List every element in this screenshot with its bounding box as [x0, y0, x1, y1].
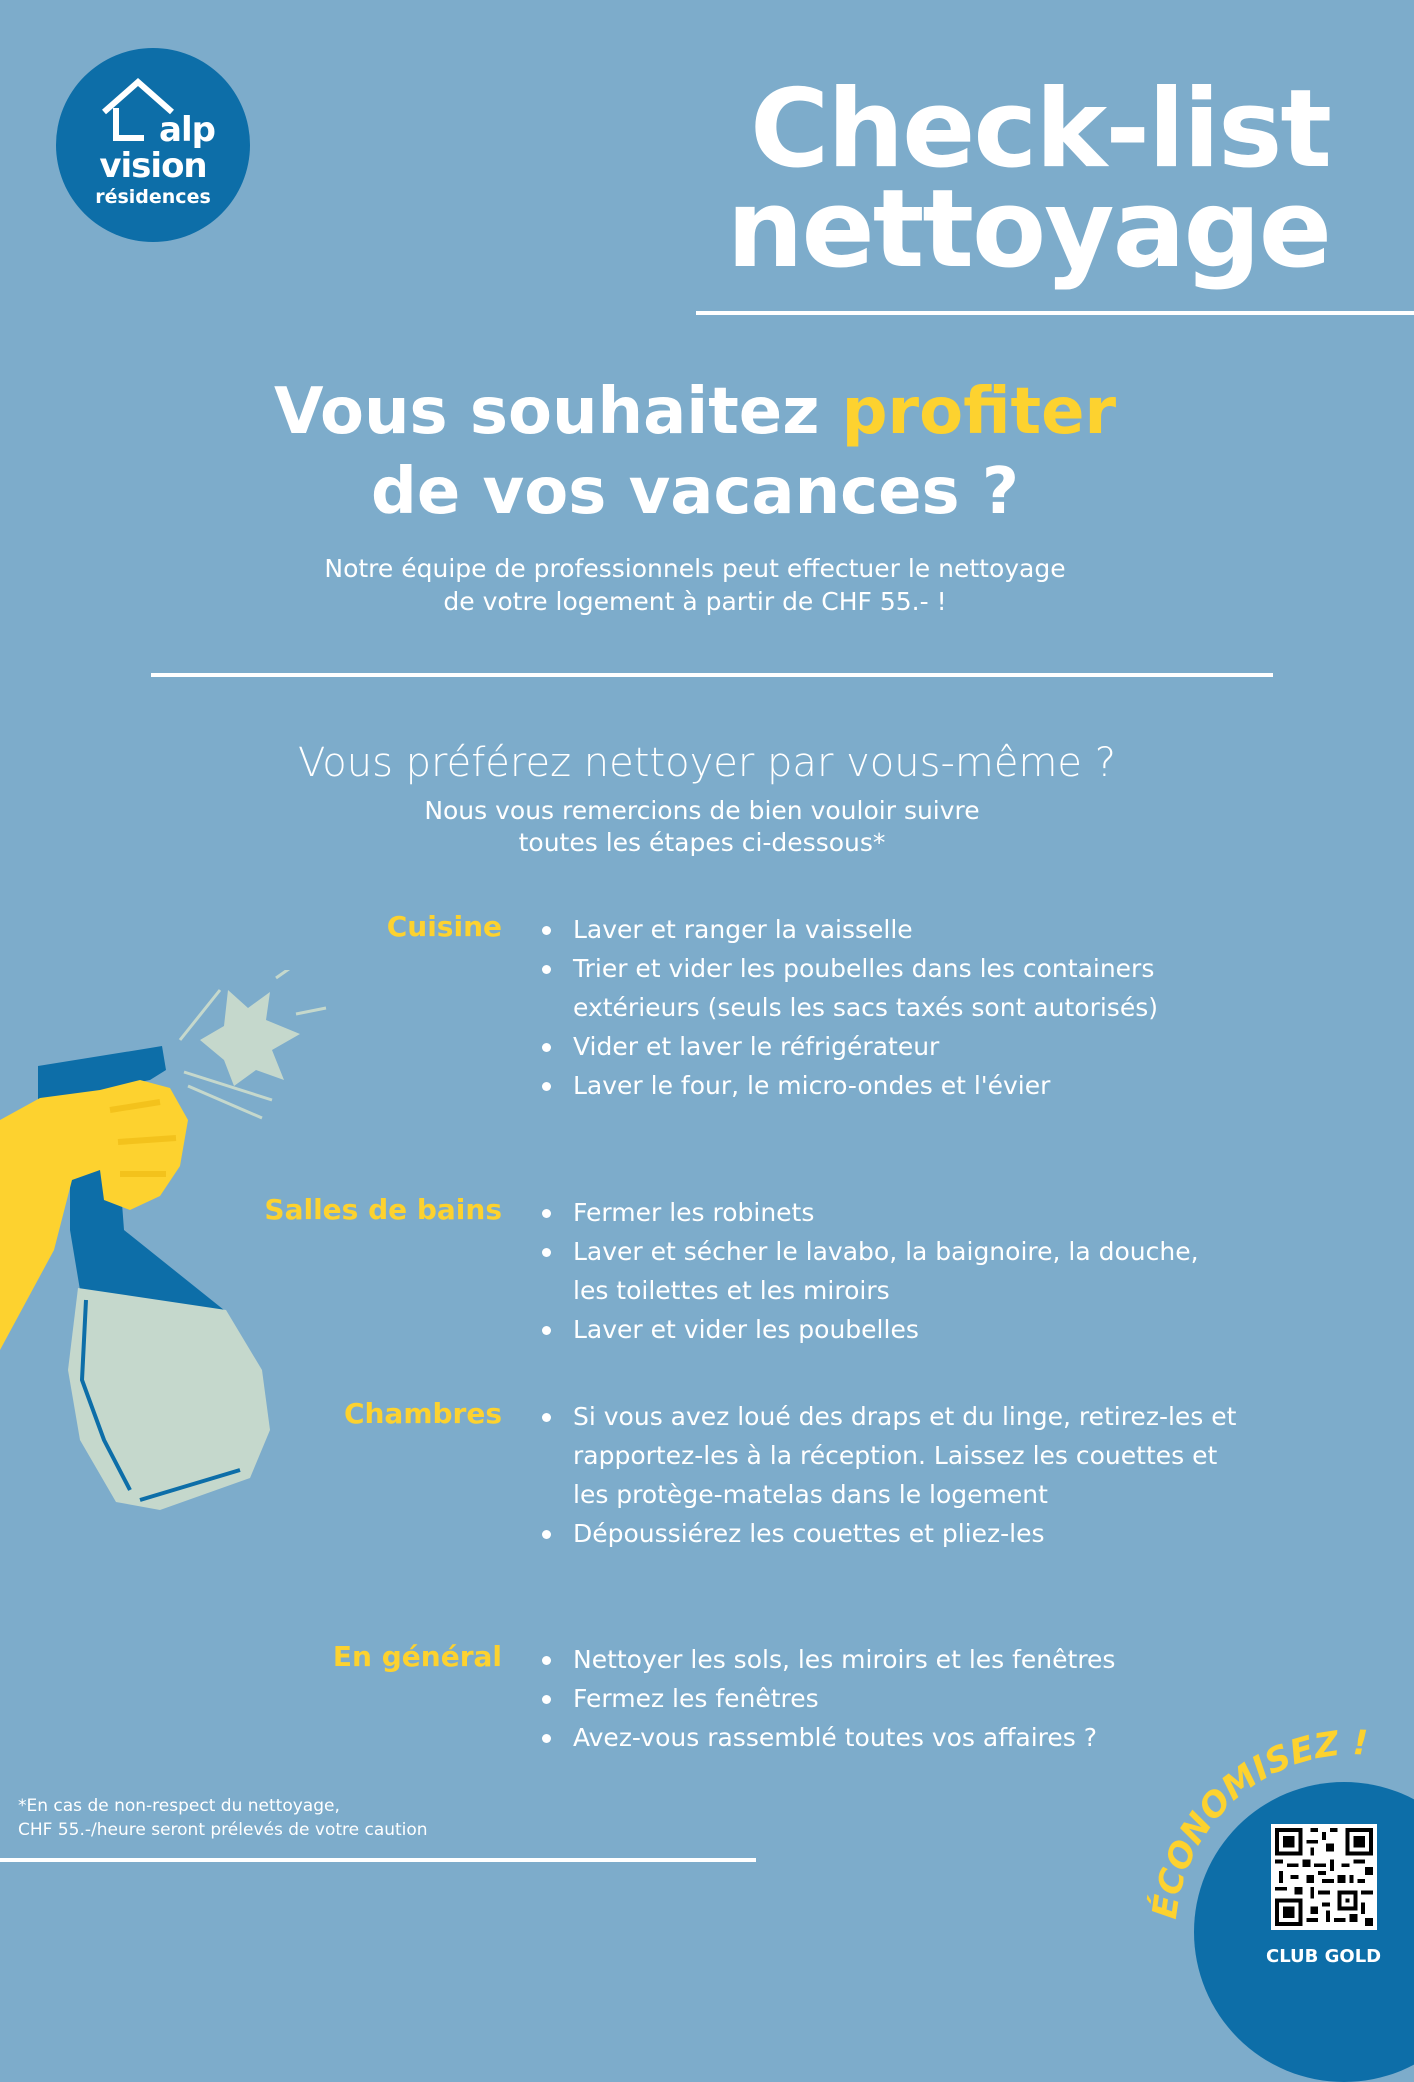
footnote	[18, 1794, 428, 1842]
checklist	[540, 910, 1240, 1105]
checklist	[540, 1397, 1250, 1553]
list-item: Trier et vider les poubelles dans les containers extérieurs (seuls les sacs taxés sont autorisés)	[540, 949, 1240, 1027]
page-title-line-1: Check-list	[749, 67, 1330, 192]
list-item: Vider et laver le réfrigérateur	[540, 1027, 1240, 1066]
list-item: Nettoyer les sols, les miroirs et les fenêtres	[540, 1640, 1240, 1679]
list-item: Dépoussiérez les couettes et pliez-les	[540, 1514, 1250, 1553]
diy-title: Vous préférez nettoyer par vous-même ?	[298, 740, 1116, 786]
headline-highlight: profiter	[841, 375, 1117, 449]
list-item: Laver et vider les poubelles	[540, 1310, 1240, 1349]
economisez-text: ÉCONOMISEZ !	[1144, 1723, 1369, 1922]
checklist	[540, 1193, 1240, 1349]
list-item: Laver le four, le micro-ondes et l'évier	[540, 1066, 1240, 1105]
section-label: Chambres	[343, 1397, 502, 1430]
page-title	[726, 67, 1330, 292]
logo-text-residences: résidences	[95, 186, 211, 208]
footnote-line-2: CHF 55.-/heure seront prélevés de votre caution	[18, 1820, 428, 1840]
footnote-line-1: *En cas de non-respect du nettoyage,	[18, 1796, 340, 1816]
page-title-line-2: nettoyage	[726, 167, 1330, 292]
section-divider	[151, 673, 1273, 677]
qr-code-icon	[1275, 1828, 1373, 1926]
qr-code[interactable]	[1271, 1824, 1377, 1930]
diy-line-1: Nous vous remercions de bien vouloir suivre	[424, 796, 980, 825]
diy-text	[0, 795, 1404, 859]
section-label: Salles de bains	[264, 1193, 502, 1226]
list-item: Si vous avez loué des draps et du linge, retirez-les et rapportez-les à la réception. Laissez les couettes et les protège-matelas dans le logement	[540, 1397, 1250, 1514]
footer-divider	[0, 1858, 756, 1862]
logo-text-alp: alp	[159, 110, 215, 150]
list-item: Fermez les fenêtres	[540, 1679, 1240, 1718]
diy-line-2: toutes les étapes ci-dessous*	[518, 828, 886, 857]
checklist	[540, 1640, 1240, 1757]
list-item: Avez-vous rassemblé toutes vos affaires ?	[540, 1718, 1240, 1757]
club-gold-label: CLUB GOLD	[1266, 1946, 1382, 1967]
list-item: Fermer les robinets	[540, 1193, 1240, 1232]
intro-line-2: de votre logement à partir de CHF 55.- !	[443, 587, 947, 616]
headline	[0, 372, 1390, 532]
logo-text-vision: vision	[99, 146, 207, 186]
spray-bottle-illustration	[0, 970, 340, 1530]
section-label: En général	[332, 1640, 502, 1673]
alp-vision-logo	[56, 48, 250, 242]
headline-line-2: de vos vacances ?	[371, 455, 1019, 529]
headline-part-1: Vous souhaitez	[273, 375, 842, 449]
section-label: Cuisine	[386, 910, 502, 943]
intro-line-1: Notre équipe de professionnels peut effectuer le nettoyage	[324, 554, 1066, 583]
list-item: Laver et sécher le lavabo, la baignoire, la douche, les toilettes et les miroirs	[540, 1232, 1240, 1310]
list-item: Laver et ranger la vaisselle	[540, 910, 1240, 949]
title-divider	[696, 311, 1414, 315]
intro-text	[0, 552, 1390, 618]
